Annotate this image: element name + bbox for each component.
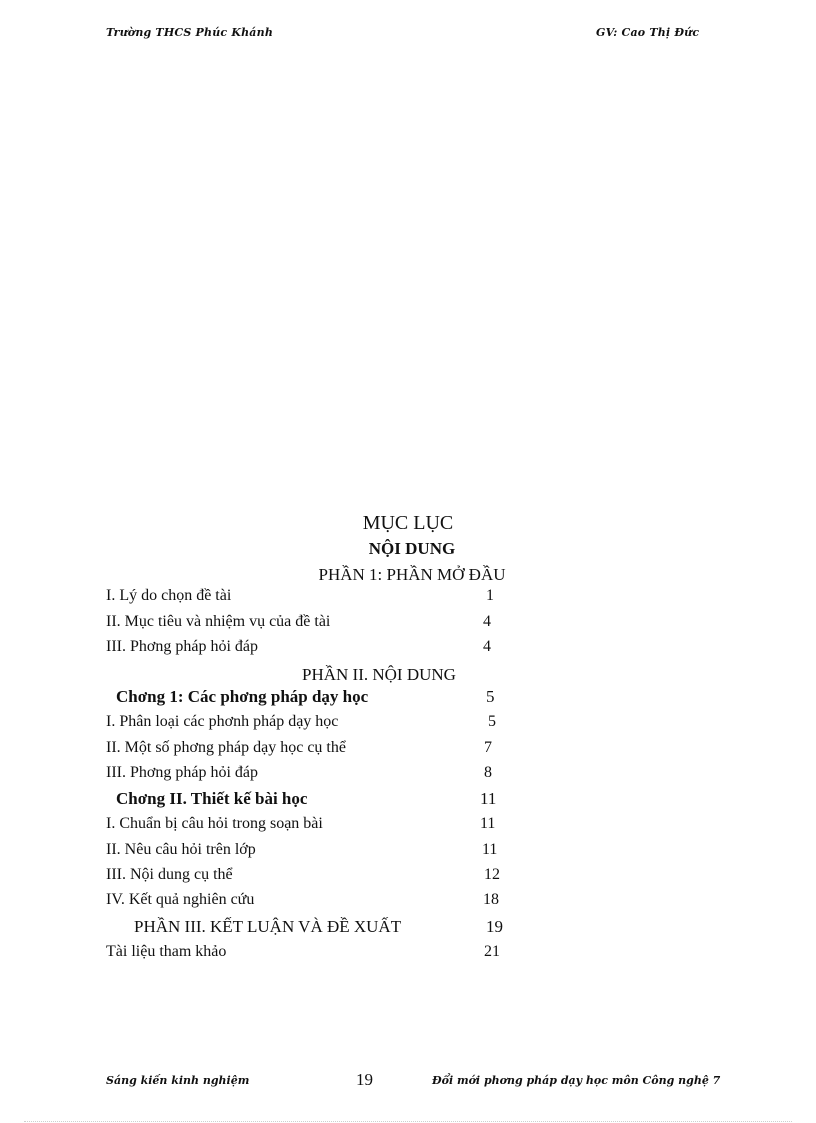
toc-entry	[106, 764, 492, 782]
page-edge-divider	[24, 1121, 792, 1122]
page-number: 19	[356, 1070, 373, 1089]
toc-entry-page: 7	[484, 739, 492, 756]
toc-entry-page: 11	[480, 815, 496, 832]
toc-entry	[106, 638, 491, 656]
toc-entry-references	[106, 943, 500, 961]
toc-subtitle-text: NỘI DUNG	[368, 539, 456, 558]
part3-heading	[134, 917, 503, 937]
toc-entry	[106, 613, 491, 631]
toc-entry-page: 4	[483, 638, 491, 655]
toc-entry	[106, 739, 492, 757]
toc-entry-label: II. Một số phơng pháp dạy học cụ thể	[106, 739, 346, 756]
toc-entry-page: 12	[484, 866, 500, 883]
chapter-heading-label: Chơng II. Thiết kế bài học	[116, 789, 308, 808]
toc-entry-label: III. Phơng pháp hỏi đáp	[106, 638, 258, 655]
toc-entry-page: 4	[483, 613, 491, 630]
chapter-heading-page: 5	[486, 687, 495, 706]
toc-title-text: MỤC LỤC	[362, 512, 454, 534]
toc-entry-page: 21	[484, 943, 500, 960]
toc-entry-page: 1	[486, 587, 494, 604]
part3-heading-label: PHẦN III. KẾT LUẬN VÀ ĐỀ XUẤT	[134, 917, 402, 936]
toc-entry	[106, 713, 496, 731]
toc-entry-page: 5	[488, 713, 496, 730]
toc-entry-label: I. Phân loại các phơnh pháp dạy học	[106, 713, 339, 730]
toc-entry	[106, 891, 499, 909]
toc-entry-label: III. Phơng pháp hỏi đáp	[106, 764, 258, 781]
part1-heading-text: PHẦN 1: PHẦN MỞ ĐẦU	[318, 565, 506, 584]
header-teacher: GV: Cao Thị Đức	[596, 26, 700, 39]
toc-entry-label: II. Nêu câu hỏi trên lớp	[106, 841, 256, 858]
toc-entry-page: 11	[482, 841, 498, 858]
toc-entry-label: I. Chuẩn bị câu hỏi trong soạn bài	[106, 815, 323, 832]
part3-heading-page: 19	[486, 917, 503, 936]
chapter-heading-page: 11	[480, 789, 497, 808]
toc-entry-label: Tài liệu tham khảo	[106, 943, 227, 960]
toc-title	[0, 512, 816, 535]
toc-entry	[106, 866, 500, 884]
toc-entry-page: 18	[483, 891, 499, 908]
toc-entry-label: III. Nội dung cụ thể	[106, 866, 233, 883]
toc-entry	[106, 841, 498, 859]
toc-entry-label: IV. Kết quả nghiên cứu	[106, 891, 255, 908]
header-school: Trường THCS Phúc Khánh	[106, 26, 274, 39]
toc-entry	[106, 815, 496, 833]
toc-entry-label: I. Lý do chọn đề tài	[106, 587, 232, 604]
part2-heading: PHẦN II. NỘI DUNG	[302, 665, 456, 684]
chapter-heading	[116, 789, 497, 809]
footer-left: Sáng kiến kinh nghiệm	[106, 1074, 250, 1087]
chapter-heading	[116, 687, 495, 707]
part1-heading	[0, 565, 816, 585]
footer-right: Đổi mới phơng pháp dạy học môn Công nghệ 7	[432, 1074, 721, 1087]
toc-subtitle	[0, 539, 816, 559]
toc-entry-page: 8	[484, 764, 492, 781]
toc-entry-label: II. Mục tiêu và nhiệm vụ của đề tài	[106, 613, 331, 630]
chapter-heading-label: Chơng 1: Các phơng pháp dạy học	[116, 687, 369, 706]
toc-entry	[106, 587, 494, 605]
